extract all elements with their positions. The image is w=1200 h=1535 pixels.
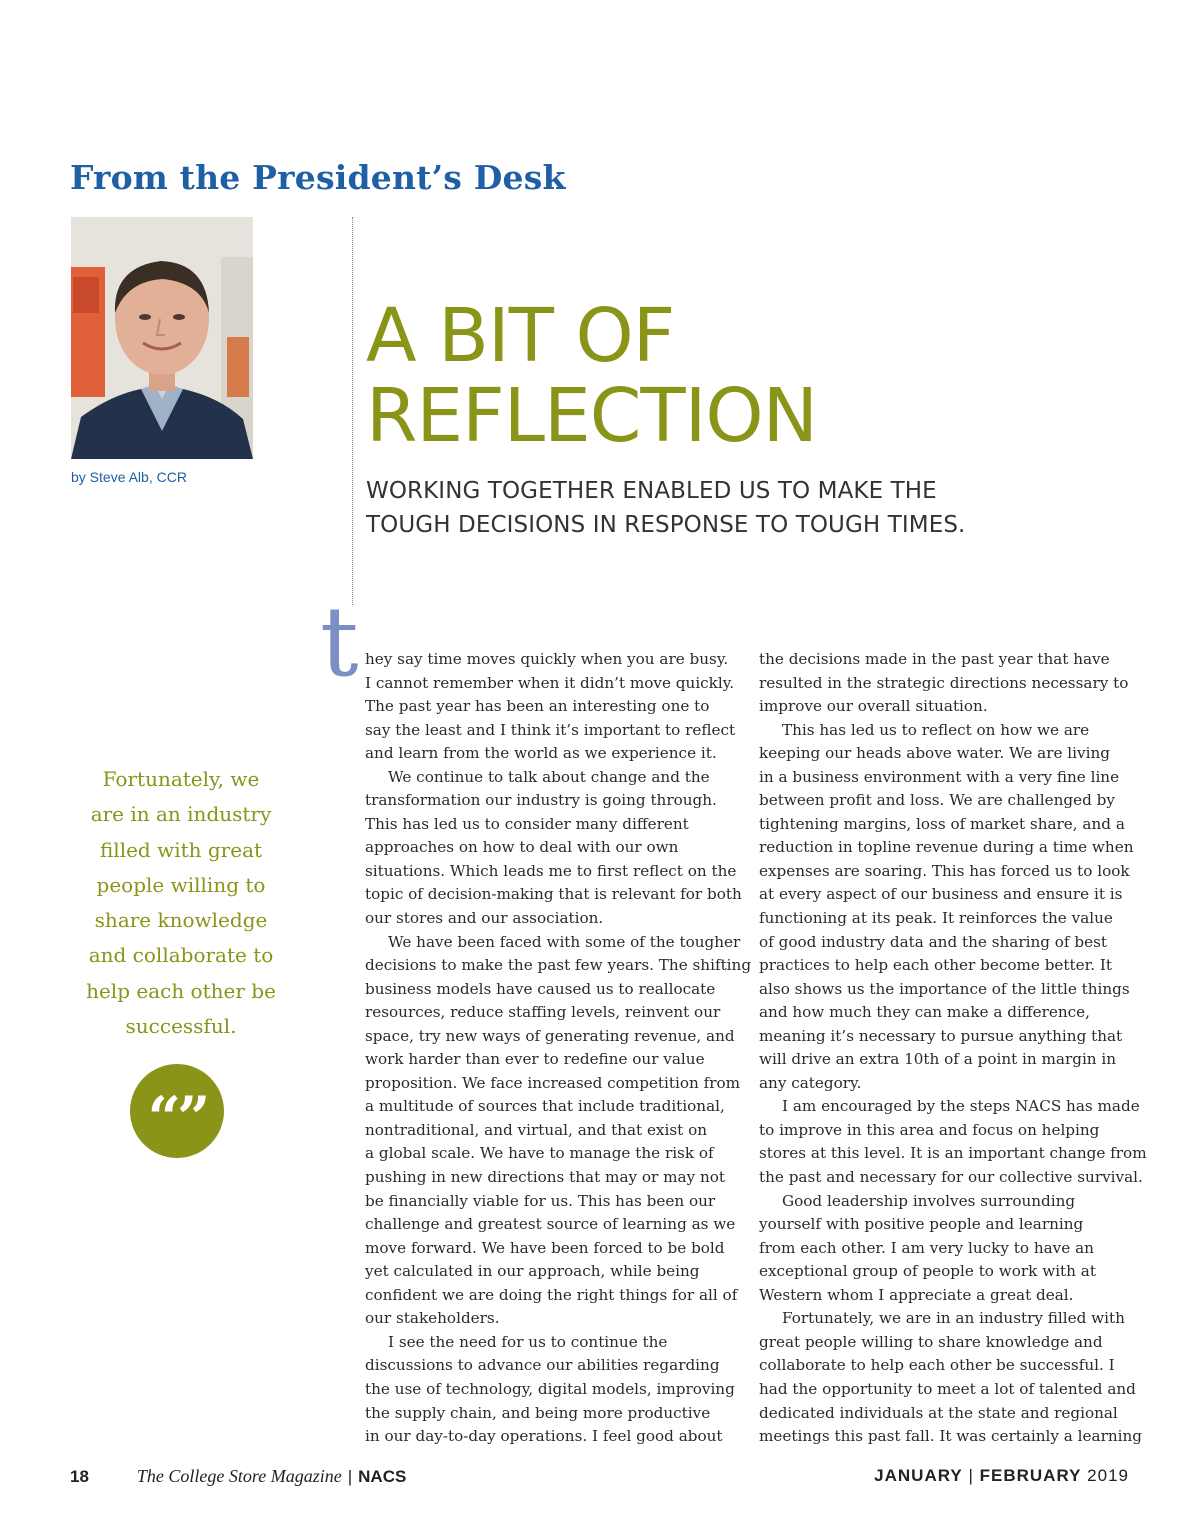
pull-quote-line: share knowledge <box>94 908 268 933</box>
drop-cap: t <box>320 586 359 698</box>
pull-quote-line: successful. <box>125 1014 237 1039</box>
body-text-line: the decisions made in the past year that have <box>759 650 1110 668</box>
body-text-line: in our day-to-day operations. I feel good about <box>365 1427 723 1446</box>
magazine-title: The College Store Magazine <box>136 1466 342 1486</box>
body-text-line: I see the need for us to continue the <box>388 1332 668 1351</box>
body-text-line: stores at this level. It is an important change from <box>759 1144 1147 1163</box>
body-text-line: at every aspect of our business and ensure it is <box>759 885 1123 904</box>
body-text-line: had the opportunity to meet a lot of talented and <box>759 1379 1136 1398</box>
body-column-1 <box>365 648 752 1449</box>
quote-mark-icon: “” <box>130 1064 224 1158</box>
body-text-line: our stores and our association. <box>365 909 604 928</box>
body-text-line: work harder than ever to redefine our value <box>365 1050 705 1069</box>
body-text-line: to improve in this area and focus on helping <box>759 1120 1100 1139</box>
body-text-line: a global scale. We have to manage the risk of <box>365 1144 714 1163</box>
body-text-line: approaches on how to deal with our own <box>365 838 679 857</box>
body-text-line: We have been faced with some of the tougher <box>388 932 741 951</box>
body-text-line: collaborate to help each other be successful. I <box>759 1356 1115 1375</box>
body-text-line: dedicated individuals at the state and regional <box>759 1403 1118 1422</box>
body-text-line: transformation our industry is going through. <box>365 791 717 810</box>
body-text-line: hey say time moves quickly when you are busy. <box>365 650 729 668</box>
body-text-line: discussions to advance our abilities regarding <box>365 1356 720 1375</box>
body-text-line: and how much they can make a difference, <box>759 1003 1090 1022</box>
column-divider <box>352 217 353 605</box>
body-text-line: pushing in new directions that may or may not <box>365 1168 726 1187</box>
body-text-line: keeping our heads above water. We are living <box>759 744 1110 763</box>
footer-separator: | <box>347 1467 353 1486</box>
author-photo <box>71 217 253 459</box>
pull-quote-line: filled with great <box>99 837 263 862</box>
body-text-line: confident we are doing the right things for all of <box>365 1285 738 1304</box>
body-text-line: This has led us to reflect on how we are <box>782 720 1090 739</box>
body-text-line: topic of decision-making that is relevant for both <box>365 885 742 904</box>
body-text-line: resulted in the strategic directions necessary to <box>759 673 1129 692</box>
body-text-line: business models have caused us to reallocate <box>365 979 716 998</box>
pull-quote-line: Fortunately, we <box>102 767 260 791</box>
footer-separator: | <box>968 1466 974 1485</box>
pull-quote <box>70 762 292 1044</box>
body-text-line: practices to help each other become better. It <box>759 956 1112 975</box>
body-column-2 <box>759 648 1147 1449</box>
body-text-line: of good industry data and the sharing of best <box>759 932 1107 951</box>
body-text-line: the past and necessary for our collective survival. <box>759 1168 1143 1187</box>
body-text-line: also shows us the importance of the little things <box>759 979 1130 998</box>
body-text-line: tightening margins, loss of market share, and a <box>759 814 1125 833</box>
body-text-line: situations. Which leads me to first reflect on the <box>365 861 737 880</box>
pull-quote-line: people willing to <box>96 872 266 897</box>
issue-date <box>874 1466 1129 1486</box>
body-text-line: meetings this past fall. It was certainly a learning <box>759 1427 1142 1446</box>
body-text-line: Good leadership involves surrounding <box>782 1191 1076 1210</box>
pull-quote-line: and collaborate to <box>88 943 274 968</box>
body-text-line: our stakeholders. <box>365 1309 500 1328</box>
body-text-line: a multitude of sources that include traditional, <box>365 1097 725 1116</box>
body-text-line: Western whom I appreciate a great deal. <box>759 1285 1074 1304</box>
pull-quote-line: are in an industry <box>90 802 272 827</box>
body-text-line: from each other. I am very lucky to have an <box>759 1238 1094 1257</box>
body-text-line: I am encouraged by the steps NACS has made <box>782 1097 1140 1116</box>
section-title: From the President’s Desk <box>70 158 566 197</box>
byline: by Steve Alb, CCR <box>71 469 187 485</box>
headline <box>366 293 818 459</box>
body-text-line: space, try new ways of generating revenue, and <box>365 1026 735 1045</box>
body-text-line: great people willing to share knowledge and <box>759 1332 1103 1351</box>
body-text-line: move forward. We have been forced to be bold <box>365 1238 725 1257</box>
deck-line: WORKING TOGETHER ENABLED US TO MAKE THE <box>366 478 937 504</box>
pull-quote-line: help each other be <box>86 978 276 1003</box>
body-text-line: the use of technology, digital models, improving <box>365 1379 735 1398</box>
body-text-line: We continue to talk about change and the <box>388 767 710 786</box>
body-text-line: functioning at its peak. It reinforces the value <box>759 909 1113 928</box>
body-text-line: yet calculated in our approach, while being <box>365 1262 700 1281</box>
issue-month-2: FEBRUARY <box>979 1466 1082 1485</box>
headline-line: A BIT OF <box>366 293 675 379</box>
body-text-line: This has led us to consider many different <box>365 814 689 833</box>
body-text-line: the supply chain, and being more productive <box>365 1403 711 1422</box>
body-text-line: will drive an extra 10th of a point in margin in <box>759 1050 1117 1069</box>
body-text-line: resources, reduce staffing levels, reinvent our <box>365 1003 721 1022</box>
body-text-line: decisions to make the past few years. The shifting <box>365 956 752 975</box>
body-text-line: expenses are soaring. This has forced us to look <box>759 861 1130 880</box>
body-text-line: I cannot remember when it didn’t move quickly. <box>365 673 735 692</box>
deck-subheadline <box>366 474 965 542</box>
body-text-line: Fortunately, we are in an industry filled with <box>782 1309 1125 1328</box>
body-text-line: in a business environment with a very fine line <box>759 767 1120 786</box>
issue-year: 2019 <box>1087 1466 1129 1485</box>
body-text-line: meaning it’s necessary to pursue anything that <box>759 1026 1123 1045</box>
body-text-line: The past year has been an interesting one to <box>365 697 710 716</box>
body-text-line: say the least and I think it’s important to reflect <box>365 720 736 739</box>
footer-left <box>70 1466 406 1487</box>
page-number: 18 <box>70 1467 89 1486</box>
publisher-name: NACS <box>358 1467 407 1486</box>
body-text-line: exceptional group of people to work with at <box>759 1262 1096 1281</box>
body-text-line: any category. <box>759 1073 862 1092</box>
body-text-line: yourself with positive people and learning <box>759 1215 1084 1234</box>
headline-line: REFLECTION <box>366 373 818 459</box>
body-text-line: improve our overall situation. <box>759 697 988 716</box>
deck-line: TOUGH DECISIONS IN RESPONSE TO TOUGH TIMES. <box>366 512 966 538</box>
body-text-line: nontraditional, and virtual, and that exist on <box>365 1120 708 1139</box>
issue-month: JANUARY <box>874 1466 963 1485</box>
body-text-line: challenge and greatest source of learning as we <box>365 1215 736 1234</box>
body-text-line: be financially viable for us. This has been our <box>365 1191 716 1210</box>
body-text-line: proposition. We face increased competition from <box>365 1073 741 1092</box>
body-text-line: and learn from the world as we experience it. <box>365 744 717 763</box>
body-text-line: between profit and loss. We are challenged by <box>759 791 1115 810</box>
body-text-line: reduction in topline revenue during a time when <box>759 838 1134 857</box>
